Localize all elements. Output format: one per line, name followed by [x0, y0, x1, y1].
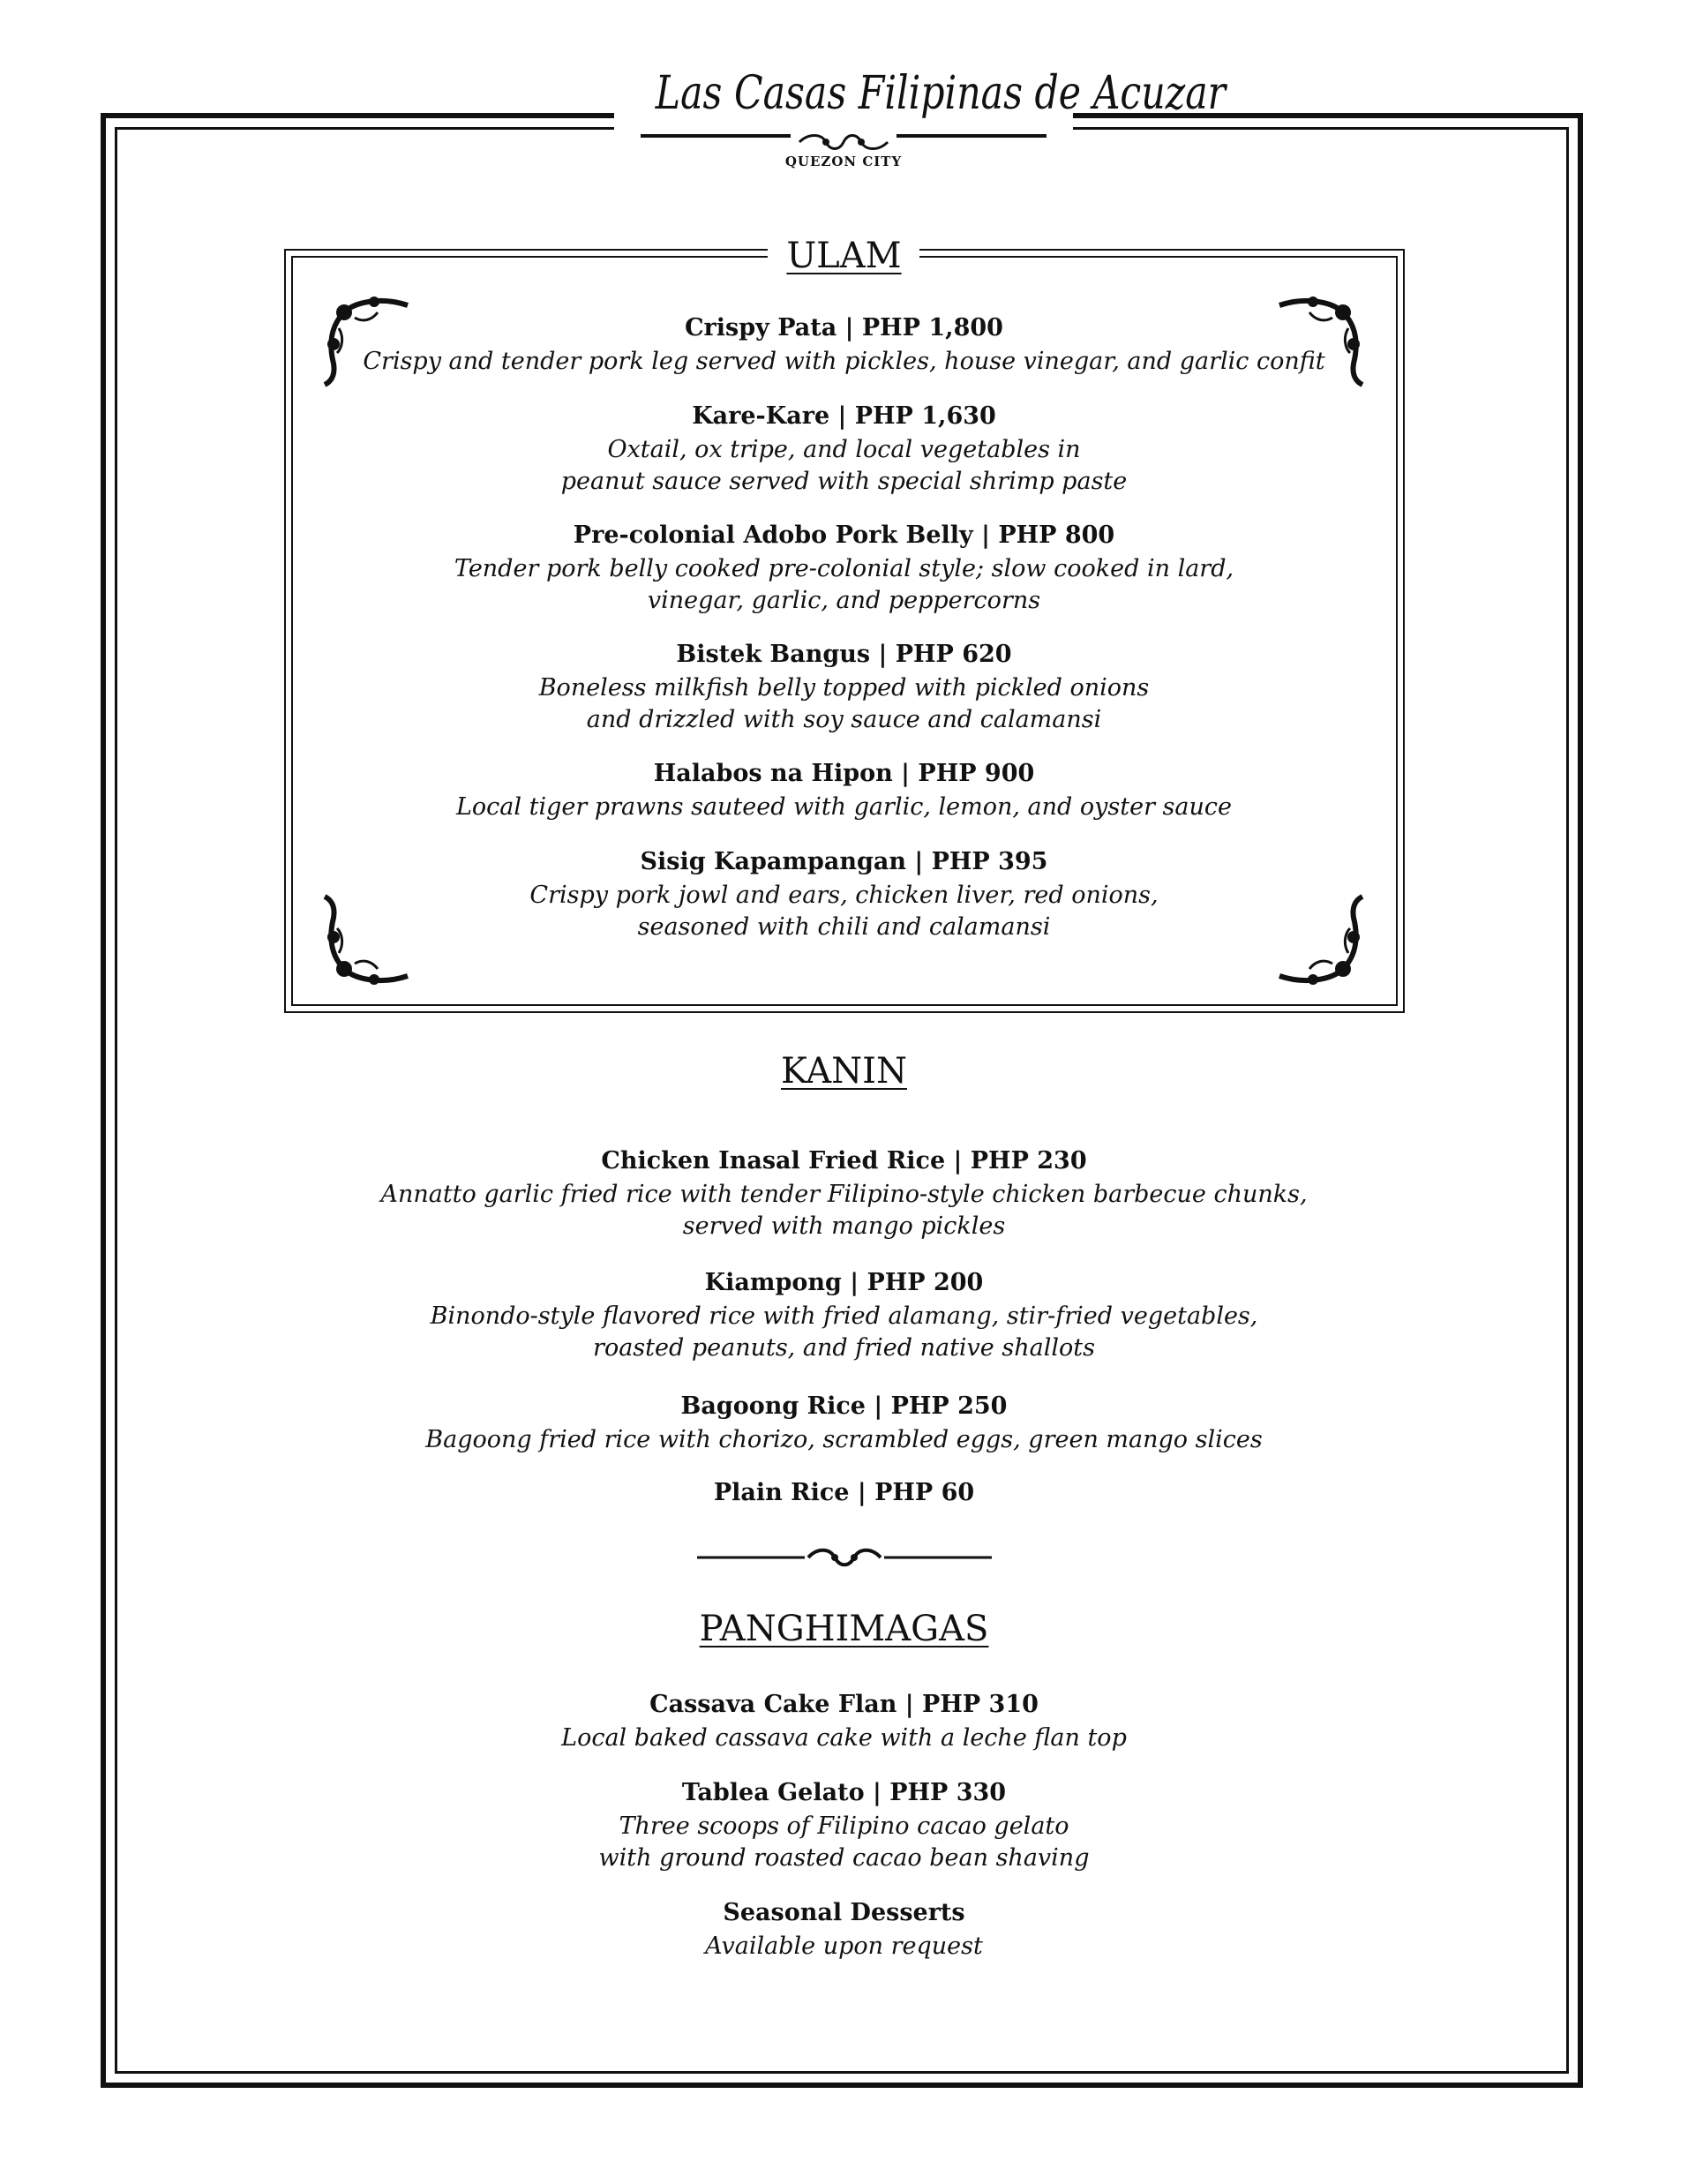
- item-description: and drizzled with soy sauce and calamansi: [586, 706, 1102, 733]
- item-description: served with mango pickles: [682, 1212, 1006, 1240]
- item-description: Local baked cassava cake with a leche flan top: [561, 1724, 1127, 1752]
- ulam-item: [0, 844, 1688, 943]
- item-description: Available upon request: [705, 1933, 983, 1960]
- item-description: Boneless milkfish belly topped with pickled onions: [538, 674, 1150, 702]
- item-description: roasted peanuts, and fried native shallots: [593, 1334, 1095, 1362]
- item-name: Pre-colonial Adobo Pork Belly | PHP 800: [573, 522, 1115, 549]
- restaurant-location: QUEZON CITY: [784, 154, 903, 169]
- item-name: Halabos na Hipon | PHP 900: [653, 760, 1035, 787]
- kanin-item: [0, 1475, 1688, 1511]
- logo-flourish-icon: [791, 129, 897, 155]
- ulam-item: [0, 518, 1688, 617]
- ulam-section-title: ULAM: [786, 236, 902, 276]
- item-description: Tender pork belly cooked pre-colonial style; slow cooked in lard,: [454, 555, 1234, 582]
- item-name: Kare-Kare | PHP 1,630: [692, 402, 996, 430]
- item-description: Binondo-style flavored rice with fried alamang, stir-fried vegetables,: [430, 1302, 1258, 1330]
- panghimagas-item: [0, 1687, 1688, 1754]
- item-description: with ground roasted cacao bean shaving: [598, 1844, 1090, 1872]
- section-divider-icon: [697, 1544, 992, 1571]
- ulam-item: [0, 311, 1688, 378]
- item-name: Bistek Bangus | PHP 620: [676, 641, 1012, 668]
- item-name: Plain Rice | PHP 60: [713, 1479, 975, 1506]
- item-description: seasoned with chili and calamansi: [637, 913, 1051, 941]
- item-name: Kiampong | PHP 200: [704, 1269, 984, 1296]
- item-name: Seasonal Desserts: [723, 1899, 965, 1926]
- item-description: vinegar, garlic, and peppercorns: [647, 587, 1041, 614]
- item-description: Oxtail, ox tripe, and local vegetables in: [607, 436, 1081, 463]
- item-name: Chicken Inasal Fried Rice | PHP 230: [601, 1147, 1087, 1175]
- restaurant-name: Las Casas Filipinas de Acuzar: [655, 67, 1227, 120]
- item-description: peanut sauce served with special shrimp paste: [560, 468, 1128, 495]
- item-description: Bagoong fried rice with chorizo, scrambled eggs, green mango slices: [425, 1426, 1263, 1453]
- item-description: Annatto garlic fried rice with tender Filipino-style chicken barbecue chunks,: [380, 1181, 1308, 1208]
- panghimagas-item: [0, 1895, 1688, 1963]
- item-description: Crispy pork jowl and ears, chicken liver, red onions,: [529, 882, 1159, 909]
- panghimagas-item: [0, 1775, 1688, 1874]
- kanin-item: [0, 1389, 1688, 1456]
- restaurant-logo: [614, 58, 1227, 169]
- item-name: Bagoong Rice | PHP 250: [680, 1392, 1008, 1420]
- item-description: Three scoops of Filipino cacao gelato: [619, 1812, 1069, 1840]
- ulam-item: [0, 399, 1688, 498]
- item-name: Sisig Kapampangan | PHP 395: [640, 848, 1048, 875]
- kanin-item: [0, 1144, 1688, 1242]
- item-description: Local tiger prawns sauteed with garlic, lemon, and oyster sauce: [455, 793, 1233, 821]
- panghimagas-section-title: PANGHIMAGAS: [699, 1609, 989, 1649]
- item-description: Crispy and tender pork leg served with pickles, house vinegar, and garlic confit: [363, 348, 1325, 375]
- item-name: Cassava Cake Flan | PHP 310: [649, 1691, 1039, 1718]
- kanin-item: [0, 1265, 1688, 1364]
- ulam-item: [0, 637, 1688, 736]
- kanin-section-title: KANIN: [781, 1051, 907, 1092]
- item-name: Tablea Gelato | PHP 330: [681, 1779, 1007, 1806]
- ulam-item: [0, 756, 1688, 823]
- item-name: Crispy Pata | PHP 1,800: [685, 314, 1003, 341]
